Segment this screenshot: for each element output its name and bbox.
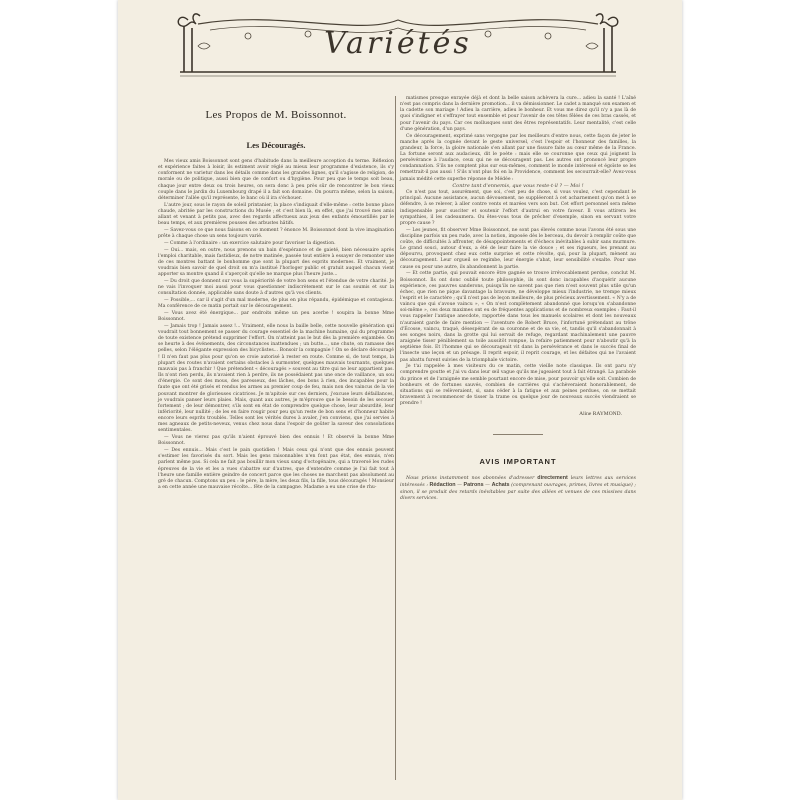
notice-redaction: Rédaction xyxy=(429,482,456,489)
notice-body xyxy=(400,475,636,503)
paragraph: — Des ennuis... Mais c'est le pain quotidien ! Mais ceux qui n'ont que des ennuis peuvent s'estimer les favorisés du sort. Mais les gens raisonnables n'en font pas état, des ennuis, n'en parlent même pas. Si cela ne fait pas bouillir mon vieux sang d'octogénaire, qui a traversé les rudes épreuves de la vie et les a vues s'abattre sur d'autres, que d'entendre comme je l'ai fait tout à l'heure une famille entière geindre de concert parce que les choses ne marchent pas absolument au gré de chacun. Comptons un peu : le père, la mère, les deux fils, la fille, tous découragés ! Monsieur a en cette année une mauvaise récolte... fête de la campagne. Madame a eu une crise de rhu- xyxy=(158,448,394,491)
quote-line: Contre tant d'ennemis, que vous reste-t-il ? — Moi ! xyxy=(452,183,584,190)
paragraph: — Et cette partie, qui pouvait encore être gagnée se trouve irrévocablement perdue, conclut M. Boissonnot. Ils ont donc oublié toute philosophie, ils sont donc incapables d'acquérir aucune expérience, ces pauvres sanderons, puisqu'ils ne savent pas que rien n'est souvent plus utile qu'un échec, que rien ne pique davantage la bravoure, ne développe mieux l'industrie, ne trempe mieux l'esprit et le caractère ; qu'il n'est pas de leçon meilleure, de plus précieux avertissement. « N'y a de vaincu que qui s'avoue vaincu », « On n'est complètement abandonné que lorsqu'on s'abandonne soi-même », ces deux maximes ont eu de fréquentes applications et de nombreux exemples : Faut-il vous rappeler l'antique anecdote, rapportée dans tous les manuels scolaires et dont les nouveaux n'auraient garde de faire mention — l'aventure de Robert Bruce, l'infortuné prétendant au trône d'Écosse, vaincu, traqué, désespérant de sa couronne et de sa vie, et, tandis qu'il s'abandonnait à ses songes noirs, dans la grotte qui lui servait de refuge, regardant machinalement une pauvre araignée tisser péniblement sa toile aussitôt rompue, la refaire patiemment pour n'aboutir qu'à la septième fois. Et l'homme qui se décourageait vit dans la persévérance et dans le succès final de l'insecte une leçon et un présage. Il reprit espoir, il reprit courage, et les défaites qui ne l'avaient pas abattu furent suivies de la triomphale victoire. xyxy=(400,271,636,363)
paragraph: matismes presque enrayée déjà et dont la belle saison achèvera la cure... adieu la santé ! L'aîné n'est pas compris dans la dernière promotion... il va démissionner. Le cadet a manqué son examen et la cadette son mariage ! Adieu la carrière, adieu le bonheur. Et vous me direz qu'il n'y a pas là de quoi s'indigner et s'effrayer tout ensemble et pour l'avenir de ces têtes fêlées de ces bras cassés, et pour l'avenir du pays. Car ces mollusques sont des êtres représentatifs. Leur mentalité, c'est celle d'une génération, d'un pays. xyxy=(400,96,636,132)
notice-achats: Achats xyxy=(491,482,510,489)
paragraph: L'autre jour, sous le rayon de soleil printanier, la place s'indiquait d'elle-même : cette bonne place chaude, abritée par les constructions du Musée ; et c'est bien là, en effet, que j'ai trouvé mes amis allant et venant à petits pas, avec des regards affectueux aux jeux des enfants émoustillés par le beau temps, et aux premières pousses des arbustes hâtifs. xyxy=(158,202,394,227)
left-column xyxy=(158,108,394,491)
paragraph: Je t'ai rappelée à mes visiteurs du ce matin, cette vieille note classique. Ils ont paru n'y comprendre goutte et j'ai vu dans leur œil vague qu'ils me jugeaient tout à fait étrangé. La parabole du prince et de l'araignée me semble pourtant encore de mise, pour pouvoir qu'elle soit. Combien de bonheurs et de fortunes sauvés, combien de carrières qui s'achèveraient honorablement, de situations qui se relèveraient, si, sans céder à la fatigue et aux peines perdues, on se mettait bravement à recommencer de tisser la trame ou quelque jour de nouveaux succès viendraient se prendre ! xyxy=(400,364,636,407)
notice-lead: Nous prions instamment nos abonnées d'adresser xyxy=(406,475,535,481)
column-divider xyxy=(395,96,396,780)
paragraph: — Oui... mais, en outre, nous prenons un bain d'espérance et de gaieté, bien nécessaire après l'emploi charitable, mais fastidieux, de notre matinée, passée tout entière à essayer de remonter une de ces montres battant le bonhomme que sont la plupart des esprits modernes. Et vraiment, je voudrais bien savoir de quel droit on m'a institué l'horloger public et gratuit auquel chacun vient apporter sa montre quand il s'aperçoit qu'elle ne marque plus l'heure juste... xyxy=(158,247,394,278)
paragraph: — Jamais trop ! Jamais assez !... Vraiment, elle nous la baille belle, cette nouvelle génération qui voudrait tout bonnement se passer du courage essentiel de la machine humaine, qui du programme de toute existence prétend supprimer l'effort. On n'atteint pas le but dès la première enjambée. On se heurte à des événements, des circonstances inattendues ; un butte..., une chute, on ramasse des pelles, selon l'élégante expression des bicyclistes... Bonsoir la compagnie ! On se déclare découragé ! Il n'en faut pas plus pour qu'on se croie autorisé à rester en route. Comme si, de tout temps, la plupart des routes n'avaient certains obstacles à surmonter, quelques mauvais tournants, quelques mauvais pas à franchir ! Que prétendent « découragés » souvent au titre qui ne leur appartient pas. Ils n'ont rien perdu, ils n'avaient rien à perdre, ils ne possédaient pas une once de vaillance, un sou d'énergie. Ce sont des mous, des paresseux, des lâches, des bons à rien, des incapables pour la faute que ont été grisés et rendus les armes au premier coup de feu, mais non des vaincus de la vie pouvant montrer de glorieuses cicatrices. Je m'apitoie sur ces derniers, j'excuse leurs défaillances, je voudrais panser leurs plaies. Mais, quant aux autres, je m'éprouve que le besoin de les secouer fortement ; de leur démontrer, s'ils sont en état de comprendre quelque chose, leur absurdité, leur infériorité, leur nullité ; de les en faire rougir pour peu qu'un reste de bon sens et d'honneur habite encore leurs esprits troublés. Telles sont les vérités dures à avaler, j'en conviens, que j'ai servies à mes agneaux de petits-neveux, venus chez nous dans l'espoir de goûter la saveur des consolations sentimentales. xyxy=(158,323,394,434)
paragraph: — Savez-vous ce que nous faisons en ce moment ? énonce M. Boissonnot dont la vive imagination prête à chaque chose un sens toujours varié. xyxy=(158,227,394,240)
notice-directement: directement xyxy=(537,474,568,481)
article-subtitle: Les Découragés. xyxy=(246,140,306,150)
notice-title: AVIS IMPORTANT xyxy=(479,456,557,466)
article-title: Les Propos de M. Boissonnot. xyxy=(205,109,347,121)
banner-title: Variétés xyxy=(324,26,472,61)
paragraph: Mes vieux amis Boissonnot sont gens d'habitude dans la meilleure acception du terme. Réflexion et expérience faites à loisir, ils estiment avoir réglé au mieux leur programme d'existence, ils s'y conforment ne varietur dans les détails comme dans les grandes lignes, qu'il s'agisse de religion, de morale ou de politique, aussi bien que de confort ou d'hygiène. Pour peu que le temps soit beau, chaque jour entre deux ou trois heures, on sera donc à peu près sûr de rencontrer le bon vieux couple dans le jardin du Luxembourg drapé il a fait son domaine. On pourra même, selon la saison, déterminer l'allée qu'il représente, le banc où il ira s'échouer. xyxy=(158,159,394,201)
right-column xyxy=(400,96,636,502)
paragraph: — Du droit que donnent sur vous la supériorité de votre bon sens et l'étendue de votre charité. Je ne vais l'invoquer moi aussi pour vous questionner indiscrètement sur le cas soumis et sur la consultation donnée, applicable sans doute à d'autres qu'à vos clients. xyxy=(158,278,394,297)
paragraph: — Comme à l'ordinaire : un exercice salutaire pour favoriser la digestion. xyxy=(164,240,336,246)
newspaper-page xyxy=(118,0,682,800)
notice-middle: leurs lettres aux services intéressés : xyxy=(400,475,636,489)
paragraph: — Les jeunes, fit observer Mme Boissonnot, ne sont pas élevés comme nous l'avons été sous une discipline parfois un peu rude, avec la notion, imposée dès le berceau, du devoir à remplir coûte que coûte, de difficultés à affronter, de désappointements et d'échecs inévitables à subir sans murmure. Le grand souci, autour d'eux, a été de leur faire la vie douce ; et ses rigueurs, les prenant au dépourvu, provoquent chez eux cette surprise et cette révolte, qui, pour la plupart, mènent au découragement. Leur orgueil se regimbe, leur énergie s'abat, leur sensibilité s'exalte. Pour une cause ou pour une autre, ils abandonnent la partie. xyxy=(400,227,636,270)
notice-sep: — xyxy=(483,483,492,489)
paragraph: — Vous ne vierez pas qu'ils n'aient éprouvé bien des ennuis ! Et observé la bonne Mme Boissonnot. xyxy=(158,435,394,447)
notice-tail: (comprenant ouvrages, primes, livres et musique) ; sinon, il se produit des retards inévitables par suite des allées et venues de ces missives dans divers services. xyxy=(400,483,636,501)
paragraph: — Vous avez été énergique... par endroits même un peu acerbe ! soupira la bonne Mme Boissonnot. xyxy=(158,310,394,323)
author-signature: Aline RAYMOND. xyxy=(579,411,622,418)
paragraph: Ce n'est pas tout, assurément, que soi, c'est peu de chose, si vous voulez, c'est cependant le principal. Aucune assistance, aucun dévouement, ne suppléeront à cet acharnement qu'on met à se défendre, à se relever, à aller contre vents et marées vers son but. Cet effort personnel sera même indispensable pour susciter et soutenir l'effort d'autrui en votre faveur. Il vous attirera les sympathies, il les cadeaumera. Ou êtes-vous tous de prêcher d'exemple, sinon en servant votre propre cause ? xyxy=(400,190,636,226)
section-banner xyxy=(158,6,638,80)
paragraph: Ce découragement, exprimé sans vergogne par les meilleurs d'entre nous, cette façon de jeter le manche après la cognée devant le geste universel, c'est l'espoir et l'honneur des familles, la grandeur, la force, la gloire nationale s'en allant par une fissure faite au cœur même de la France. La fortune seront aux audacieux, dit le poète : mais elle se couronne que ceux qui joignent la persévérance à l'audace, ceux qui ne se découragent pas. Les autres ont prononcé leur propre condamnation. S'ils ne comptent plus sur eux-mêmes, comment le monde intéressé et égoïste se les remettrait-il pas aussi ! S'ils n'ont plus foi en la Providence, comment les secourrait-elle? Avez-vous jamais médité cette superbe réponse de Médée : xyxy=(400,133,636,182)
notice-patrons: Patrons xyxy=(463,482,484,489)
notice-sep: — xyxy=(455,483,464,489)
paragraph: — Possible,... car il s'agit d'un mal moderne, de plus en plus répandu, épidémique et contagieux. Ma conférence de ce matin portait sur le découragement. xyxy=(158,298,394,310)
section-separator xyxy=(493,434,543,435)
